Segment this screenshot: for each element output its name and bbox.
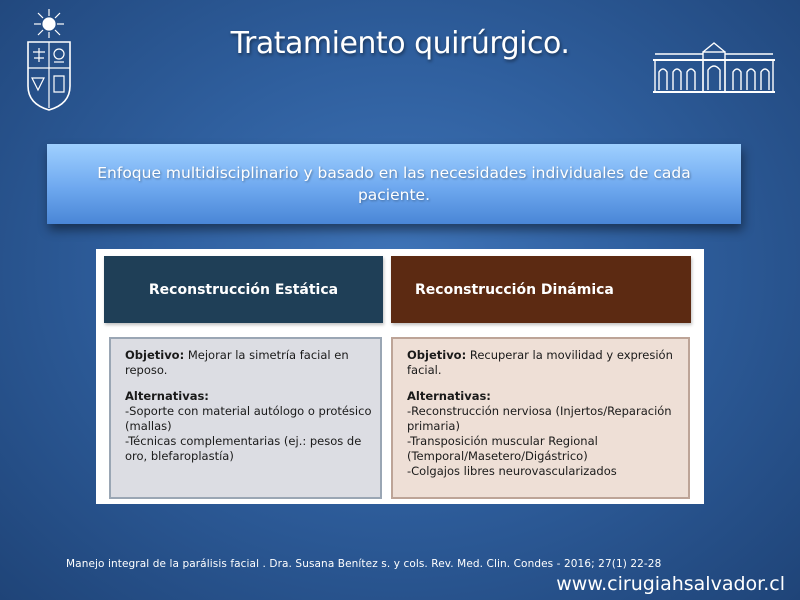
footer-url: www.cirugiahsalvador.cl	[556, 573, 785, 595]
footer-reference: Manejo integral de la parálisis facial . Dra. Susana Benítez s. y cols. Rev. Med. Clin. Condes - 2016; 27(1) 22-28	[66, 558, 662, 570]
dynamic-objective	[407, 348, 680, 378]
objective-label: Objetivo:	[125, 348, 185, 362]
comparison-panel	[96, 249, 704, 504]
banner-text: Enfoque multidisciplinario y basado en las necesidades individuales de cada paciente.	[97, 164, 691, 204]
static-reconstruction-heading: Reconstrucción Estática	[104, 256, 383, 323]
static-objective	[125, 348, 372, 378]
alternatives-label: Alternativas:	[407, 389, 491, 403]
slide-title: Tratamiento quirúrgico.	[230, 26, 570, 61]
dynamic-reconstruction-box	[391, 337, 690, 499]
banner	[47, 144, 741, 224]
dynamic-reconstruction-heading: Reconstrucción Dinámica	[391, 256, 691, 323]
static-reconstruction-box	[109, 337, 382, 499]
alternative-item: -Reconstrucción nerviosa (Injertos/Reparación primaria)	[407, 404, 672, 433]
objective-text: Recuperar la movilidad y expresión facial.	[407, 348, 673, 377]
alternative-item: -Colgajos libres neurovascularizados	[407, 464, 617, 478]
alternative-item: -Transposición muscular Regional (Temporal/Masetero/Digástrico)	[407, 434, 598, 463]
alternative-item: -Soporte con material autólogo o protésico (mallas)	[125, 404, 372, 433]
alternative-item: -Técnicas complementarias (ej.: pesos de oro, blefaroplastía)	[125, 434, 362, 463]
objective-label: Objetivo:	[407, 348, 467, 362]
alternatives-label: Alternativas:	[125, 389, 209, 403]
objective-text: Mejorar la simetría facial en reposo.	[125, 348, 349, 377]
